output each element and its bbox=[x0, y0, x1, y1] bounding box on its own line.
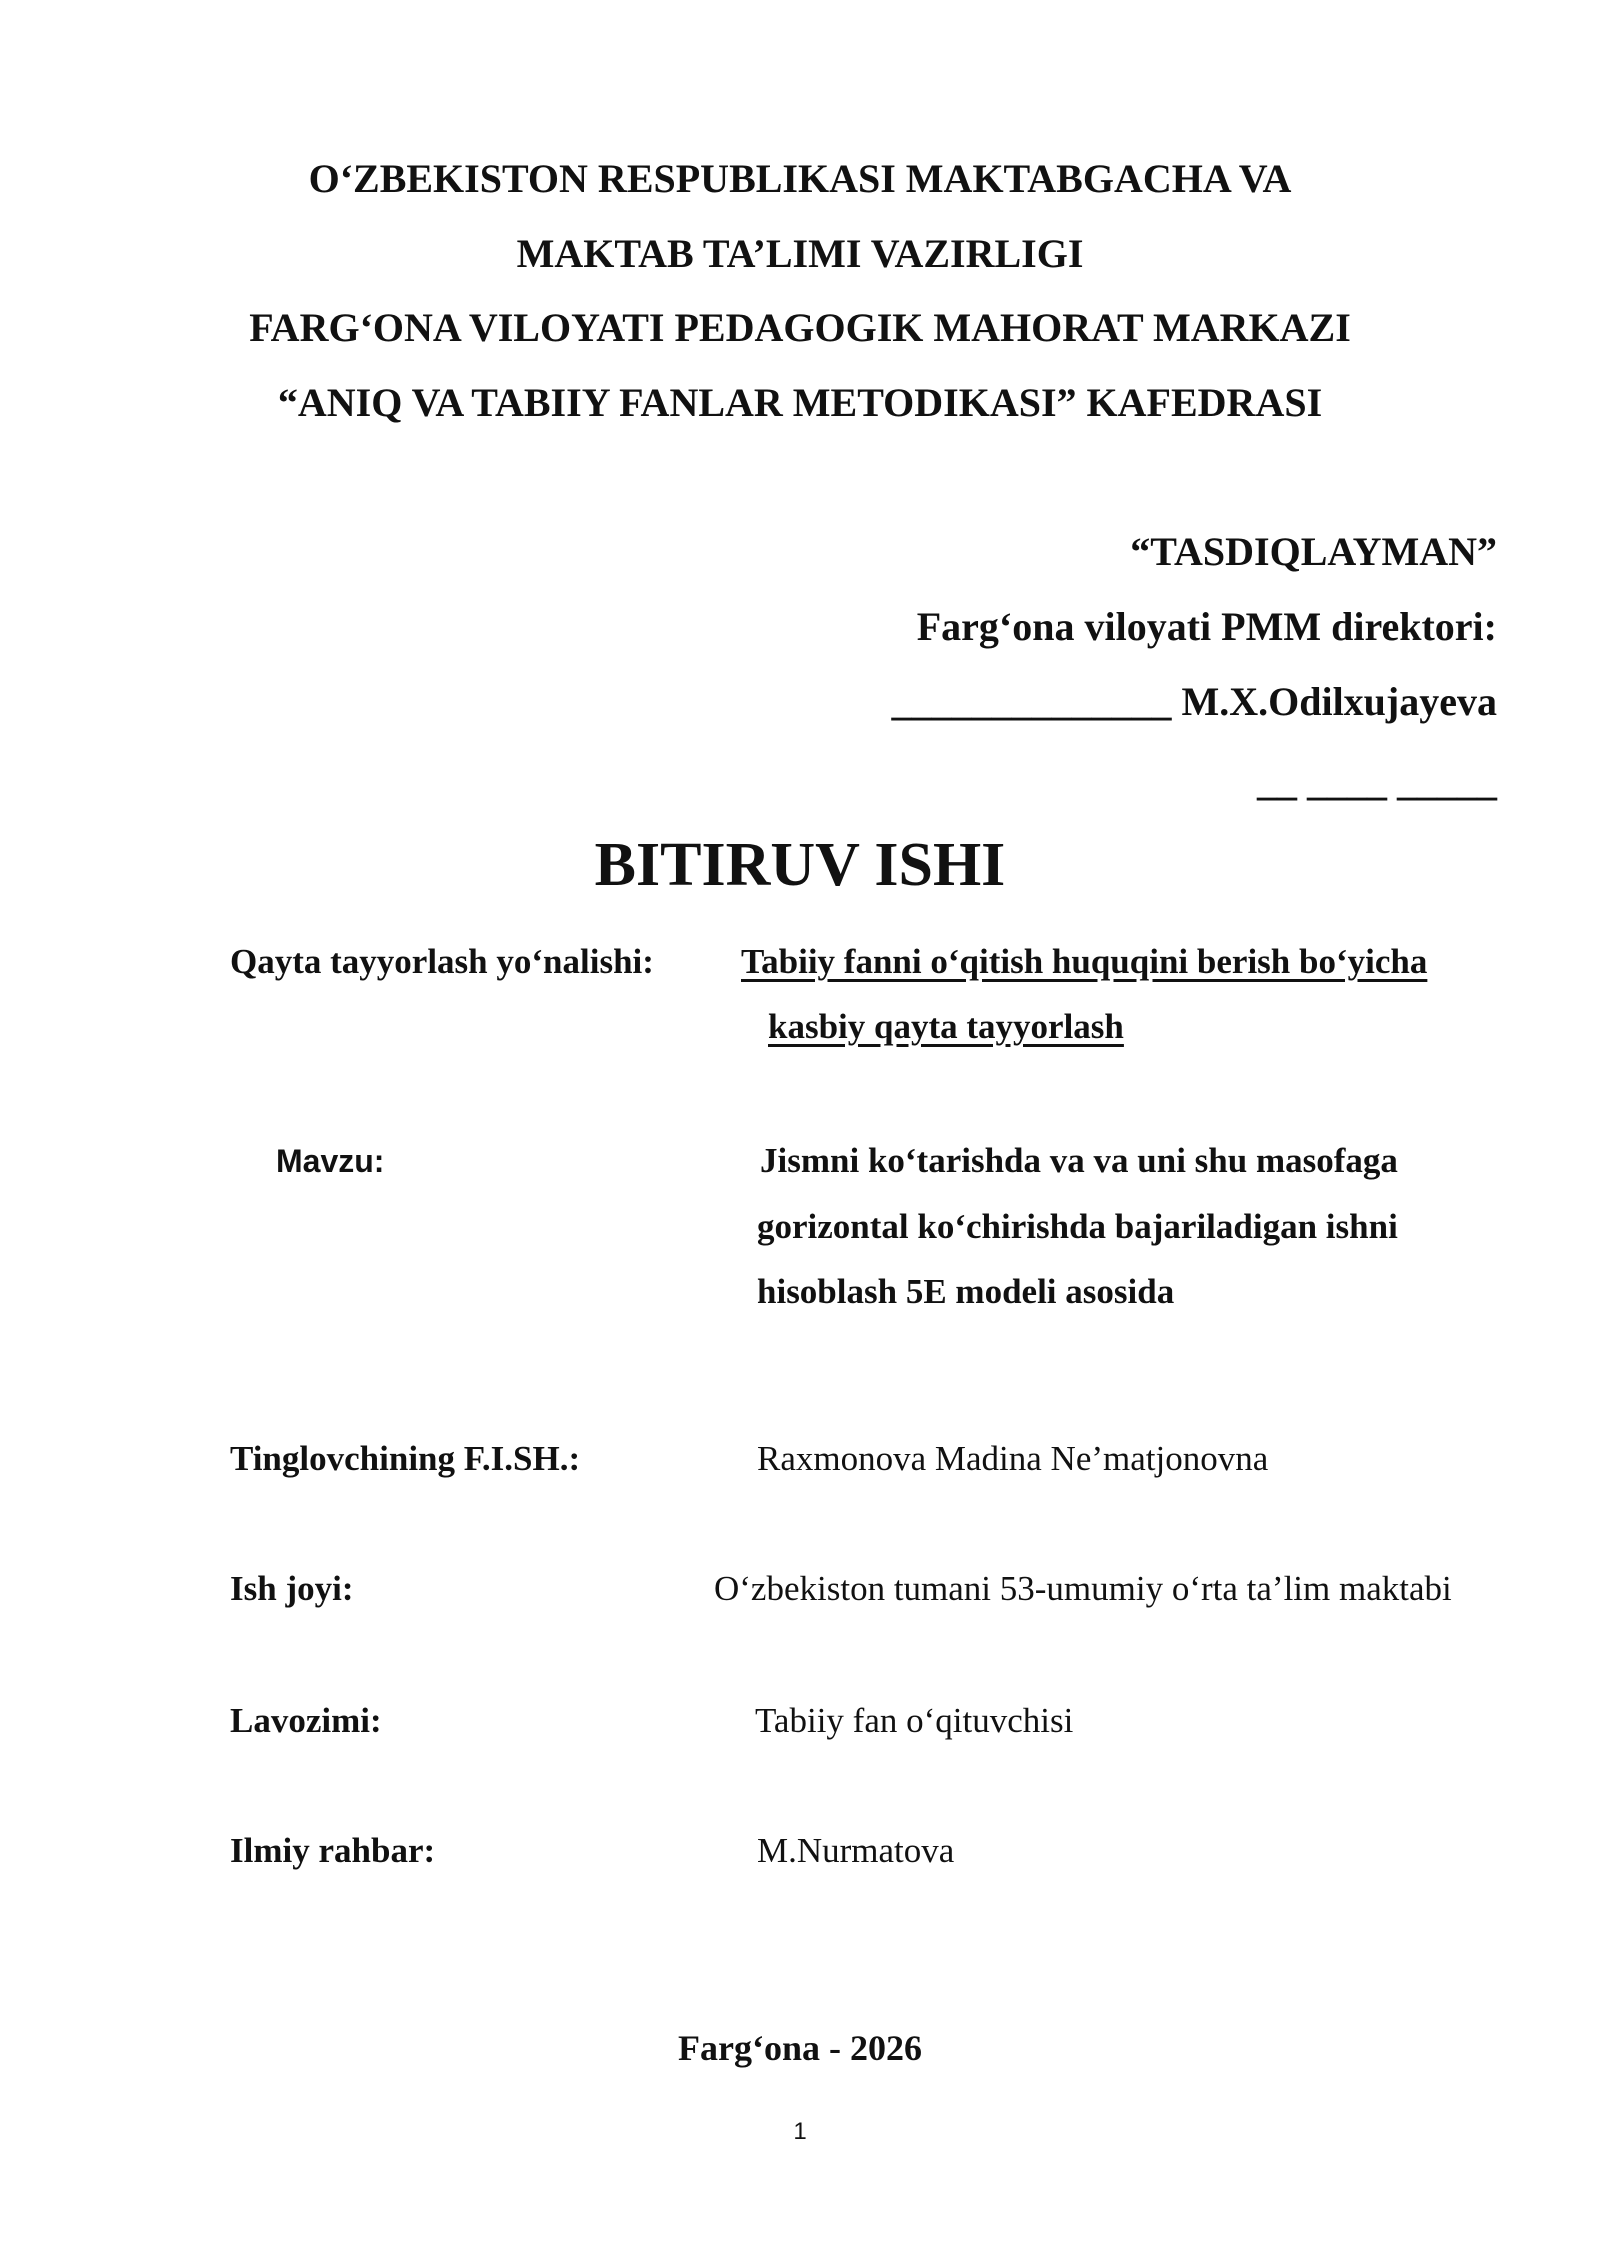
page-number: 1 bbox=[793, 2118, 807, 2145]
approval-heading: “TASDIQLAYMAN” bbox=[1130, 529, 1497, 574]
topic-value-line-3: hisoblash 5E modeli asosida bbox=[757, 1272, 1175, 1311]
topic-value-line-2: gorizontal ko‘chirishda bajariladigan ishni bbox=[757, 1207, 1398, 1246]
place-year: Farg‘ona - 2026 bbox=[678, 2028, 922, 2068]
position-label: Lavozimi: bbox=[230, 1701, 382, 1740]
direction-value-line-2: kasbiy qayta tayyorlash bbox=[768, 1007, 1124, 1046]
workplace-value: O‘zbekiston tumani 53-umumiy o‘rta ta’lim maktabi bbox=[714, 1569, 1452, 1608]
position-value: Tabiiy fan o‘qituvchisi bbox=[755, 1701, 1074, 1740]
document-title: BITIRUV ISHI bbox=[594, 831, 1006, 899]
approval-position: Farg‘ona viloyati PMM direktori: bbox=[916, 604, 1497, 649]
header-line-3: FARG‘ONA VILOYATI PEDAGOGIK MAHORAT MARKAZI bbox=[249, 305, 1351, 350]
topic-value-line-1: Jismni ko‘tarishda va va uni shu masofaga bbox=[760, 1141, 1398, 1180]
listener-value: Raxmonova Madina Ne’matjonovna bbox=[757, 1439, 1269, 1478]
listener-label: Tinglovchining F.I.SH.: bbox=[230, 1439, 581, 1478]
direction-label: Qayta tayyorlash yo‘nalishi: bbox=[230, 942, 654, 981]
header-line-2: MAKTAB TA’LIMI VAZIRLIGI bbox=[516, 231, 1084, 276]
supervisor-label: Ilmiy rahbar: bbox=[230, 1831, 436, 1870]
approval-signature: ______________ M.X.Odilxujayeva bbox=[891, 679, 1497, 724]
supervisor-value: M.Nurmatova bbox=[757, 1831, 955, 1870]
workplace-label: Ish joyi: bbox=[230, 1569, 354, 1608]
direction-value-line-1: Tabiiy fanni o‘qitish huquqini berish bo‘yicha bbox=[741, 942, 1428, 981]
header-line-1: O‘ZBEKISTON RESPUBLIKASI MAKTABGACHA VA bbox=[308, 156, 1292, 201]
topic-label: Mavzu: bbox=[276, 1143, 385, 1179]
header-line-4: “ANIQ VA TABIIY FANLAR METODIKASI” KAFEDRASI bbox=[277, 380, 1323, 425]
approval-date: __ ____ _____ bbox=[1257, 759, 1497, 804]
